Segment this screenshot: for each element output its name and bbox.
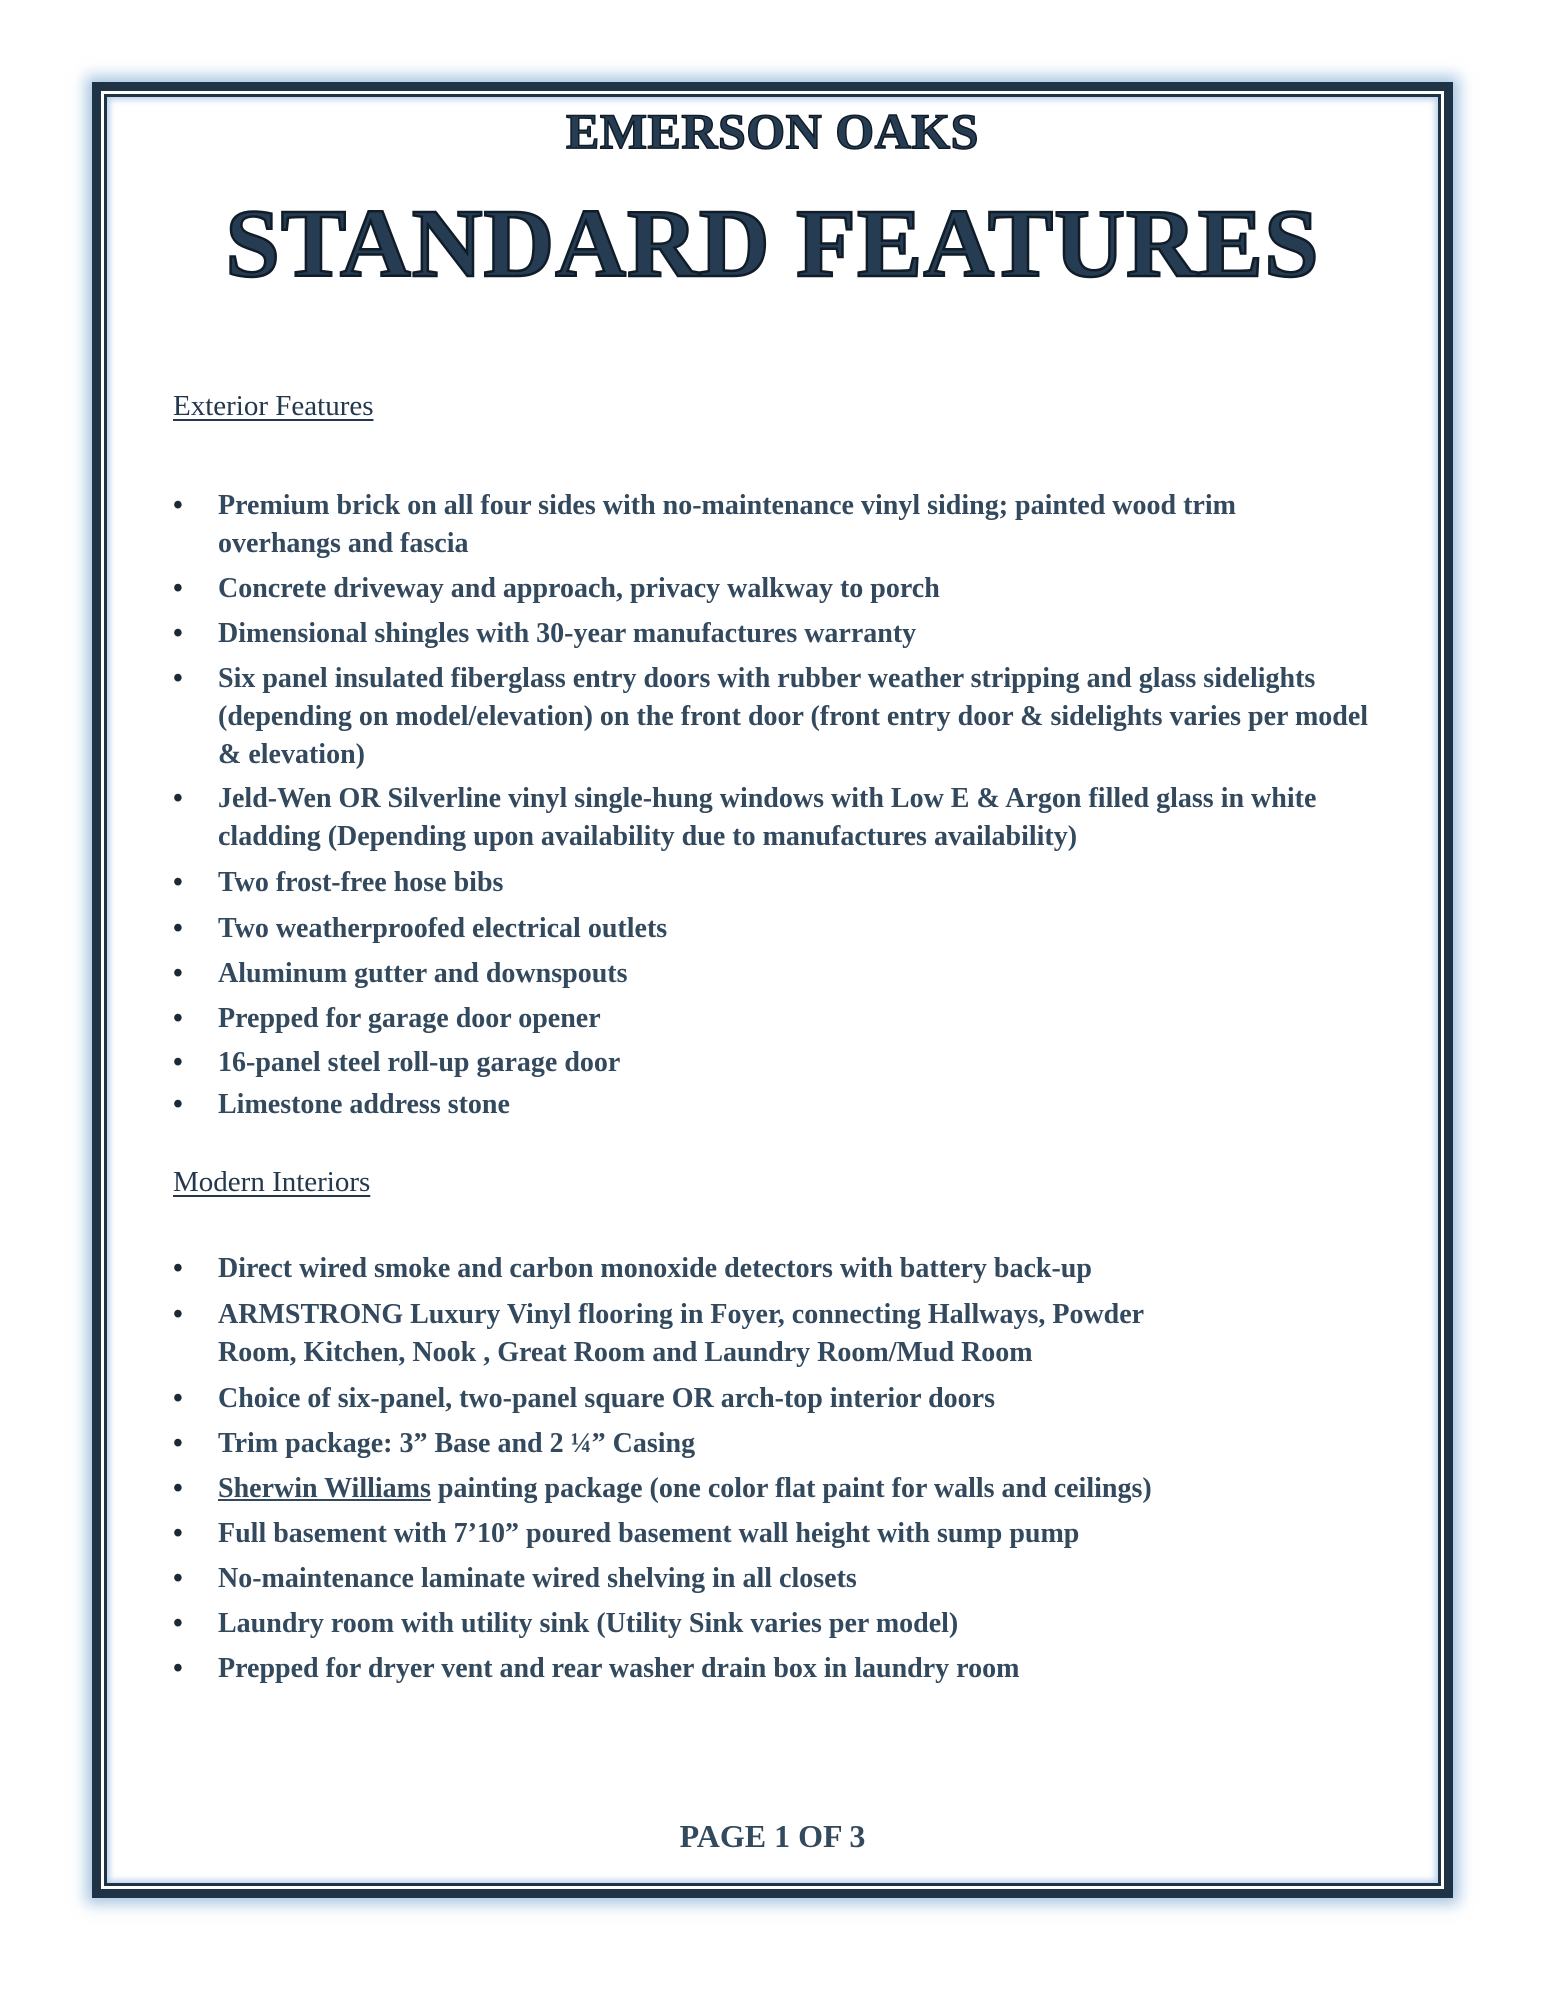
bullet: • (173, 913, 183, 944)
list-item-text: Premium brick on all four sides with no-maintenance vinyl siding; painted wood trim overhangs and fascia (218, 490, 1236, 559)
list-item-text: Limestone address stone (218, 1089, 510, 1120)
section-heading-exterior: Exterior Features (173, 390, 374, 422)
list-item-text: Six panel insulated fiberglass entry doors with rubber weather stripping and glass sidelights (depending on model/elevation) on the front door (front entry door & sidelights varies per model & elevation) (218, 663, 1369, 770)
bullet: • (173, 1563, 183, 1594)
section-heading-interiors: Modern Interiors (173, 1166, 371, 1198)
bullet: • (173, 1383, 183, 1414)
bullet: • (173, 1428, 183, 1459)
list-item (173, 1650, 1373, 1688)
list-item (173, 1470, 1373, 1508)
bullet: • (173, 573, 183, 604)
list-item-text: Concrete driveway and approach, privacy walkway to porch (218, 573, 940, 604)
list-item (173, 487, 1273, 563)
bullet: • (173, 1003, 183, 1034)
bullet: • (173, 1518, 183, 1549)
community-name: EMERSON OAKS (565, 103, 979, 159)
bullet: • (173, 1473, 183, 1504)
list-item-text: ARMSTRONG Luxury Vinyl flooring in Foyer, connecting Hallways, Powder Room, Kitchen, Nook , Great Room and Laundry Room/Mud Room (218, 1299, 1144, 1368)
bullet: • (173, 958, 183, 989)
bullet: • (173, 490, 183, 521)
list-item (173, 1560, 1373, 1598)
page-number: PAGE 1 OF 3 (679, 1818, 866, 1854)
list-item (173, 780, 1373, 856)
bullet: • (173, 867, 183, 898)
list-item (173, 1515, 1373, 1553)
list-item (173, 1086, 1373, 1124)
list-item (173, 864, 1373, 902)
list-item-text (218, 1470, 1373, 1508)
list-item (173, 615, 1373, 653)
list-item (173, 570, 1373, 608)
bullet: • (173, 1089, 183, 1120)
list-item (173, 660, 1373, 774)
page-title: STANDARD FEATURES (225, 190, 1320, 298)
bullet: • (173, 783, 183, 814)
list-item (173, 955, 1373, 993)
list-item-text: Two weatherproofed electrical outlets (218, 913, 668, 944)
sherwin-williams-link[interactable]: Sherwin Williams (218, 1473, 431, 1504)
list-item-text: Dimensional shingles with 30-year manufactures warranty (218, 618, 917, 649)
list-item-text: Direct wired smoke and carbon monoxide detectors with battery back-up (218, 1253, 1092, 1284)
list-item (173, 1605, 1373, 1643)
list-item (173, 1000, 1373, 1038)
list-item-text: Prepped for garage door opener (218, 1003, 601, 1034)
list-item (173, 910, 1373, 948)
bullet: • (173, 618, 183, 649)
list-item-text: Two frost-free hose bibs (218, 867, 504, 898)
list-item (173, 1380, 1373, 1418)
list-item-text: Aluminum gutter and downspouts (218, 958, 628, 989)
bullet: • (173, 1653, 183, 1684)
bullet: • (173, 1608, 183, 1639)
list-item (173, 1425, 1373, 1463)
list-item-text: Choice of six-panel, two-panel square OR arch-top interior doors (218, 1383, 995, 1414)
list-item (173, 1296, 1223, 1372)
list-item-text: Prepped for dryer vent and rear washer drain box in laundry room (218, 1653, 1020, 1684)
list-item-text: Laundry room with utility sink (Utility Sink varies per model) (218, 1608, 959, 1639)
list-item (173, 1044, 1373, 1082)
bullet: • (173, 1253, 183, 1284)
bullet: • (173, 663, 183, 694)
list-item-text: Jeld-Wen OR Silverline vinyl single-hung windows with Low E & Argon filled glass in white cladding (Depending upon availability due to manufactures availability) (218, 783, 1317, 852)
list-item-text: Trim package: 3” Base and 2 ¼” Casing (218, 1428, 696, 1459)
list-item (173, 1250, 1373, 1288)
painting-package-text: painting package (one color flat paint for walls and ceilings) (437, 1473, 1152, 1504)
bullet: • (173, 1299, 183, 1330)
list-item-text: 16-panel steel roll-up garage door (218, 1047, 621, 1078)
list-item-text: No-maintenance laminate wired shelving in all closets (218, 1563, 857, 1594)
list-item-text: Full basement with 7’10” poured basement wall height with sump pump (218, 1518, 1080, 1549)
bullet: • (173, 1047, 183, 1078)
